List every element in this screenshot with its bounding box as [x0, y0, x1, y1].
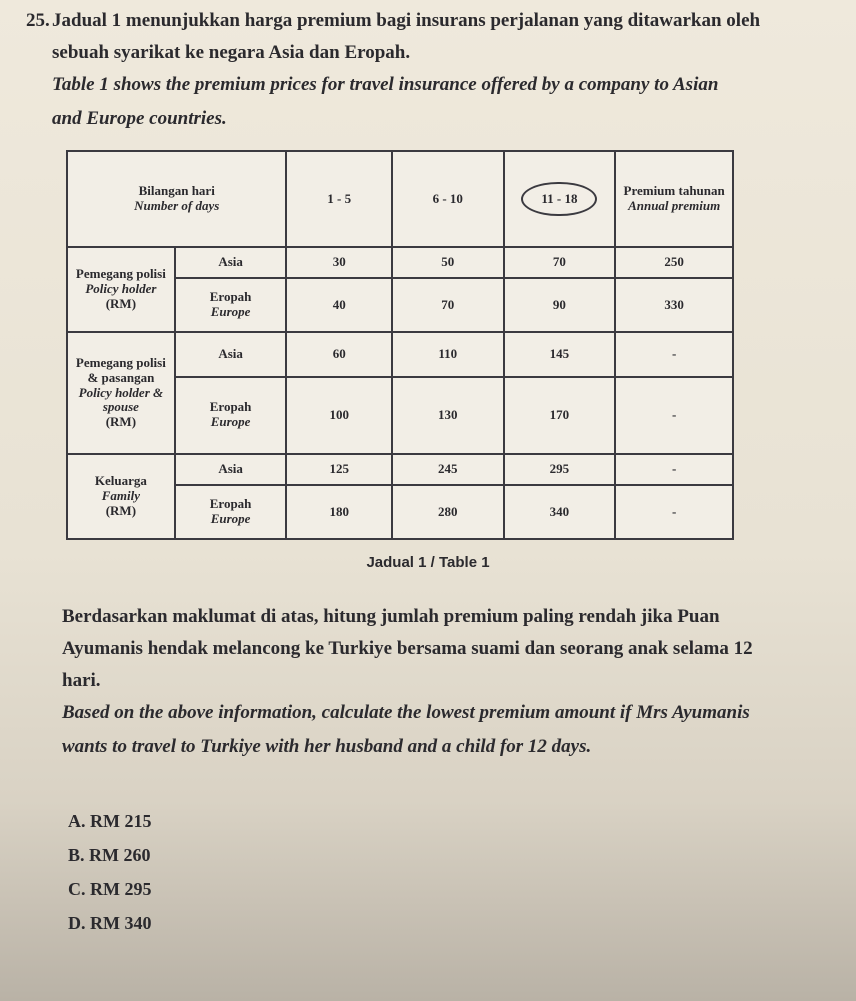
prompt-ms-line-2: Ayumanis hendak melancong ke Turkiye bersama suami dan seorang anak selama 12	[62, 638, 753, 659]
table-cell: -	[615, 454, 733, 485]
region-asia: Asia	[175, 332, 287, 377]
table-cell: 70	[504, 247, 616, 278]
table-row	[67, 247, 733, 278]
table-cell: 250	[615, 247, 733, 278]
option-d[interactable]: D. RM 340	[68, 913, 152, 933]
table-cell: 145	[504, 332, 616, 377]
table-cell: 170	[504, 377, 616, 454]
table-cell: 50	[392, 247, 504, 278]
region-europe: Eropah Europe	[175, 377, 287, 454]
table-cell: 60	[286, 332, 392, 377]
table-cell: 340	[504, 485, 616, 539]
region-asia: Asia	[175, 454, 287, 485]
table-cell: 30	[286, 247, 392, 278]
header-annual-premium: Premium tahunan Annual premium	[615, 151, 733, 247]
table-cell: 70	[392, 278, 504, 332]
table-cell: 130	[392, 377, 504, 454]
header-days-1-5: 1 - 5	[286, 151, 392, 247]
header-days-11-18	[504, 151, 616, 247]
table-cell: 180	[286, 485, 392, 539]
table-row	[67, 454, 733, 485]
table-cell: 100	[286, 377, 392, 454]
option-a[interactable]: A. RM 215	[68, 811, 152, 831]
table-cell: 280	[392, 485, 504, 539]
prompt-en-line-2: wants to travel to Turkiye with her husband and a child for 12 days.	[62, 736, 592, 757]
premium-table	[66, 150, 734, 540]
prompt-en-line-1: Based on the above information, calculate the lowest premium amount if Mrs Ayumanis	[62, 702, 750, 723]
table-cell: 330	[615, 278, 733, 332]
table-cell: -	[615, 377, 733, 454]
group-family: Keluarga Family (RM)	[67, 454, 175, 539]
prompt-ms-line-3: hari.	[62, 670, 101, 691]
prompt-ms-line-1: Berdasarkan maklumat di atas, hitung jumlah premium paling rendah jika Puan	[62, 606, 720, 627]
region-europe: Eropah Europe	[175, 485, 287, 539]
table-cell: 245	[392, 454, 504, 485]
option-c[interactable]: C. RM 295	[68, 879, 152, 899]
table-cell: 40	[286, 278, 392, 332]
answer-options	[68, 804, 152, 940]
table-row	[67, 332, 733, 377]
intro-ms-line-2: sebuah syarikat ke negara Asia dan Eropah.	[52, 42, 411, 63]
header-number-of-days: Bilangan hari Number of days	[67, 151, 286, 247]
table-cell: 110	[392, 332, 504, 377]
header-days-6-10: 6 - 10	[392, 151, 504, 247]
question-number: 25.	[26, 10, 50, 31]
region-asia: Asia	[175, 247, 287, 278]
table-caption: Jadual 1 / Table 1	[366, 554, 490, 571]
intro-en-line-2: and Europe countries.	[52, 108, 227, 129]
table-cell: -	[615, 332, 733, 377]
region-europe: Eropah Europe	[175, 278, 287, 332]
group-policy-holder: Pemegang polisi Policy holder (RM)	[67, 247, 175, 332]
table-cell: 90	[504, 278, 616, 332]
intro-en-line-1: Table 1 shows the premium prices for travel insurance offered by a company to Asian	[52, 74, 719, 95]
option-b[interactable]: B. RM 260	[68, 845, 151, 865]
circled-days-11-18: 11 - 18	[521, 182, 597, 217]
intro-ms-line-1: Jadual 1 menunjukkan harga premium bagi insurans perjalanan yang ditawarkan oleh	[52, 10, 761, 31]
table-cell: 125	[286, 454, 392, 485]
table-cell: -	[615, 485, 733, 539]
group-policy-holder-spouse: Pemegang polisi & pasangan Policy holder & spouse (RM)	[67, 332, 175, 453]
table-cell: 295	[504, 454, 616, 485]
table-header-row	[67, 151, 733, 247]
